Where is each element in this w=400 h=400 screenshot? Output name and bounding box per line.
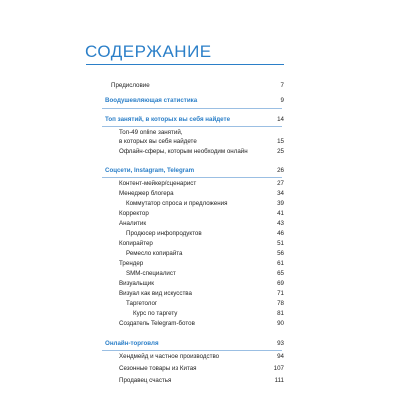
entry-label: Хендмейд и частное производство [119, 353, 220, 360]
section-page: 9 [280, 97, 284, 104]
entry-label: Менеджер блогера [119, 190, 174, 197]
toc-entry[interactable] [0, 137, 400, 147]
page-title: СОДЕРЖАНИЕ [85, 42, 212, 61]
section-title: Воодушевляющая статистика [105, 97, 198, 104]
entry-page: 43 [277, 220, 284, 227]
entry-label: Предисловие [111, 82, 150, 89]
toc-entry[interactable] [0, 319, 400, 329]
toc-entry[interactable] [0, 219, 400, 229]
section-title: Соцсети, Instagram, Telegram [105, 167, 195, 174]
entry-page: 61 [277, 260, 284, 267]
toc-entry[interactable] [0, 209, 400, 219]
section-divider [102, 177, 282, 178]
entry-page: 94 [277, 353, 284, 360]
toc-entry[interactable] [0, 309, 400, 319]
toc-entry[interactable] [0, 229, 400, 239]
toc-section-social[interactable] [0, 166, 400, 176]
toc-entry[interactable] [0, 269, 400, 279]
toc-entry[interactable] [0, 249, 400, 259]
toc-entry[interactable] [0, 352, 400, 362]
toc-entry[interactable] [0, 259, 400, 269]
entry-label: Аналитик [119, 220, 147, 227]
entry-page: 34 [277, 190, 284, 197]
entry-label: Визуальщик [119, 280, 154, 287]
toc-entry[interactable] [0, 189, 400, 199]
entry-page: 90 [277, 320, 284, 327]
entry-page: 46 [277, 230, 284, 237]
toc-entry[interactable] [0, 289, 400, 299]
entry-label: Продюсер инфопродуктов [126, 230, 202, 237]
section-page: 14 [277, 116, 284, 123]
section-page: 93 [277, 340, 284, 347]
toc-section-statistics[interactable] [0, 96, 400, 106]
toc-entry[interactable] [0, 199, 400, 209]
section-divider [102, 126, 282, 127]
entry-label: Коммутатор спроса и предложения [126, 200, 228, 207]
entry-label: SMM-специалист [126, 270, 176, 277]
entry-label: в которых вы себя найдете [119, 138, 197, 145]
toc-entry[interactable] [0, 376, 400, 386]
entry-page: 51 [277, 240, 284, 247]
entry-label: Продавец счастья [119, 377, 172, 384]
entry-page: 15 [277, 138, 284, 145]
entry-label: Сезонные товары из Китая [119, 365, 197, 372]
entry-page: 41 [277, 210, 284, 217]
toc-entry[interactable] [0, 299, 400, 309]
entry-page: 56 [277, 250, 284, 257]
toc-entry[interactable] [0, 147, 400, 157]
toc-section-top-jobs[interactable] [0, 115, 400, 125]
entry-page: 65 [277, 270, 284, 277]
toc-entry-preface[interactable] [0, 81, 400, 91]
entry-page: 78 [277, 300, 284, 307]
entry-label: Создатель Telegram-ботов [119, 320, 195, 327]
entry-label: Корректор [119, 210, 149, 217]
entry-page: 71 [277, 290, 284, 297]
entry-label: Копирайтер [119, 240, 153, 247]
entry-label: Топ-49 online занятий, [119, 129, 183, 136]
entry-page: 81 [277, 310, 284, 317]
entry-label: Ремесло копирайта [126, 250, 183, 257]
entry-page: 107 [273, 365, 284, 372]
section-title: Онлайн-торговля [105, 340, 159, 347]
entry-label: Таргетолог [126, 300, 158, 307]
section-divider [102, 108, 282, 109]
toc-section-online-trade[interactable] [0, 339, 400, 349]
entry-page: 111 [274, 377, 284, 384]
entry-page: 25 [277, 148, 284, 155]
section-title: Топ занятий, в которых вы себя найдете [105, 116, 231, 123]
toc-entry[interactable] [0, 279, 400, 289]
entry-label: Трендер [119, 260, 144, 267]
title-underline [86, 64, 284, 65]
toc-entry[interactable] [0, 179, 400, 189]
entry-page: 39 [277, 200, 284, 207]
entry-label: Контент-мейкер/сценарист [119, 180, 197, 187]
entry-page: 7 [280, 82, 284, 89]
entry-page: 27 [277, 180, 284, 187]
entry-page: 69 [277, 280, 284, 287]
toc-entry[interactable] [0, 239, 400, 249]
section-page: 26 [277, 167, 284, 174]
entry-label: Офлайн-сферы, которым необходим онлайн [119, 148, 248, 155]
entry-label: Курс по таргету [133, 310, 178, 317]
entry-label: Визуал как вид искусства [119, 290, 192, 297]
section-divider [102, 350, 282, 351]
toc-entry[interactable] [0, 364, 400, 374]
